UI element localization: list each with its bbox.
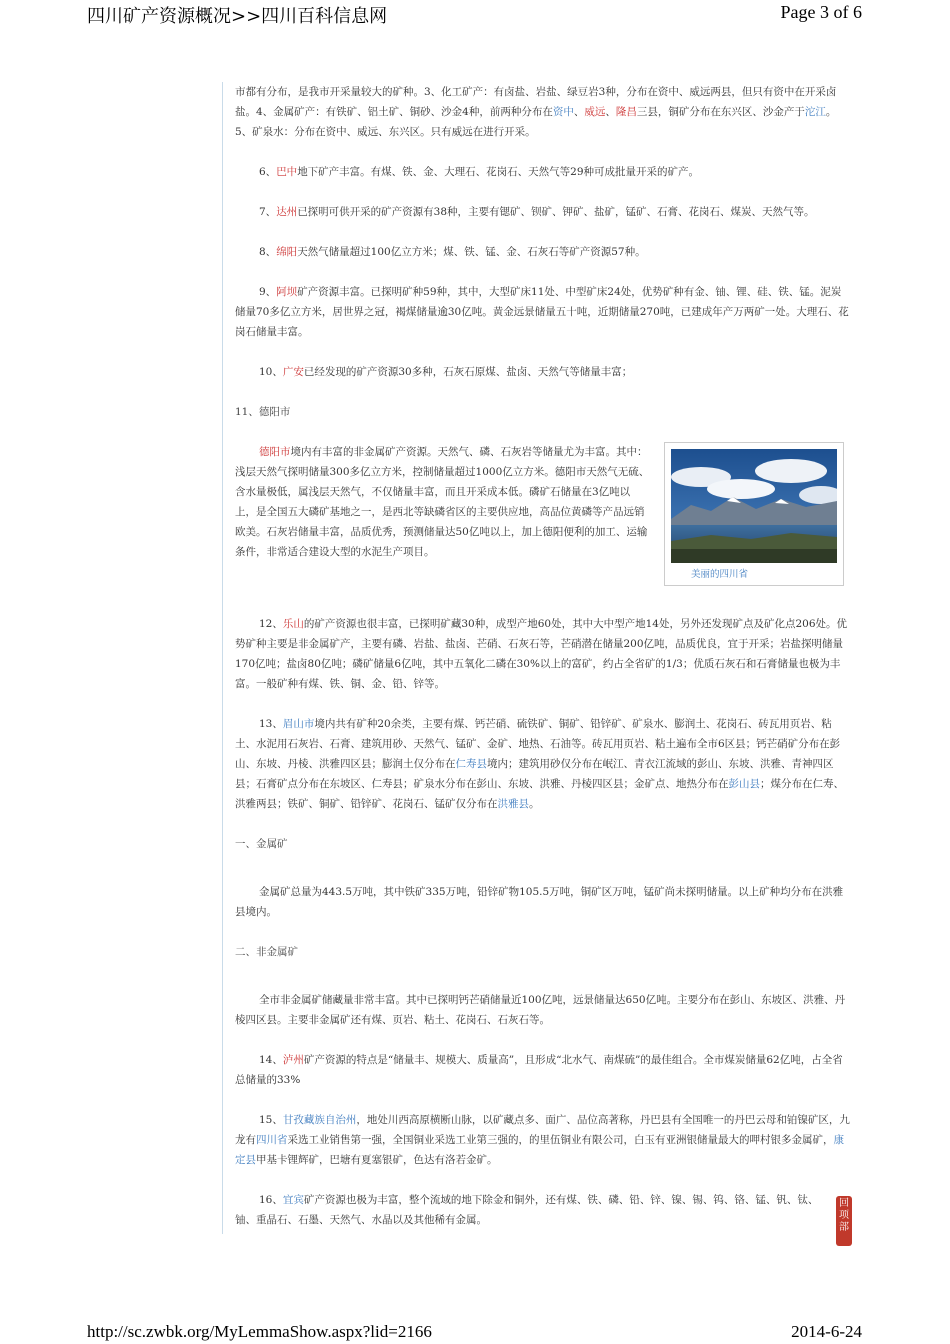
link-sichuan[interactable]: 四川省 (256, 1134, 288, 1146)
link-pengshan[interactable]: 彭山县 (728, 778, 760, 790)
paragraph-first (235, 82, 850, 142)
paragraph-12 (235, 614, 850, 694)
text: ；煤分布在仁寿、洪雅两县；铁矿、铜矿、铅锌矿、花岗石、锰矿仅分布在 (235, 778, 844, 810)
link-meishan[interactable]: 眉山市 (282, 718, 315, 730)
link-yibin[interactable]: 宜宾 (282, 1194, 304, 1206)
text: 金属矿总量为443.5万吨，其中铁矿335万吨，铅锌矿物105.5万吨，铜矿区万吨，锰矿尚未探明储量。以上矿种均分布在洪雅县境内。 (235, 886, 844, 918)
paragraph-9 (235, 282, 850, 342)
link-deyang[interactable]: 德阳市 (259, 446, 291, 458)
text: 境内有丰富的非金属矿产资源。天然气、磷、石灰岩等储量尤为丰富。其中：浅层天然气探明储量300多亿立方米，控制储量超过1000亿立方米。德阳市天然气无硫、含水量极低，属浅层天然气，不仅储量丰富，而且开采成本低。磷矿石储量在3亿吨以上，是全国五大磷矿基地之一，是西北等缺磷省区的主要供应地，高品位黄磷等产品远销欧美。石灰岩储量丰富，品质优秀，预测储量达50亿吨以上，加上德阳便利的加工、运输条件，非常适合建设大型的水泥生产项目。 (235, 446, 650, 558)
text: 一、金属矿 (235, 838, 288, 850)
item-number: 6、 (259, 166, 277, 178)
text: 采选工业销售第一强，全国铜业采选工业第三强的，的里伍铜业有限公司，白玉有亚洲银储量最大的呷村银多金属矿， (287, 1134, 834, 1146)
page-header (0, 0, 950, 30)
item-number: 12、 (259, 618, 283, 630)
text: 。5、矿泉水：分布在资中、威远、东兴区。只有威远在进行开采。 (235, 106, 837, 138)
text: 、 (605, 106, 616, 118)
paragraph-11 (235, 442, 850, 594)
paragraph-16 (235, 1190, 850, 1230)
link-mianyang[interactable]: 绵阳 (276, 246, 298, 258)
link-weiyuan[interactable]: 威远 (584, 106, 606, 118)
text: 市都有分布，是我市开采量较大的矿种。3、化工矿产：有卤盐、岩盐、绿豆岩3种，分布在资中、威远两县，但只有资中在开采卤盐。4、金属矿产：有铁矿、铝土矿、铜砂、沙金4种，前两种分布在 (235, 86, 837, 118)
text: 全市非金属矿储藏量非常丰富。其中已探明钙芒硝储量近100亿吨，远景储量达650亿吨。主要分布在彭山、东坡区、洪雅、丹棱四区县。主要非金属矿还有煤、页岩、粘土、花岗石、石灰石等。 (235, 994, 846, 1026)
link-hongya[interactable]: 洪雅县 (497, 798, 529, 810)
footer-url: http://sc.zwbk.org/MyLemmaShow.aspx?lid=2166 (87, 1322, 432, 1341)
page-number: Page 3 of 6 (780, 2, 862, 22)
text: 已探明可供开采的矿产资源有38种，主要有锶矿、钡矿、钾矿、盐矿，锰矿、石膏、花岗石、煤炭、天然气等。 (297, 206, 815, 218)
text: 境内共有矿种20余类，主要有煤、钙芒硝、硫铁矿、铜矿、铅锌矿、矿泉水、膨润土、花岗石、砖瓦用页岩、粘土、水泥用石灰岩、石膏、建筑用砂、天然气、锰矿、金矿、地热、石油等。砖瓦用页岩、粘土遍布全市6区县；钙芒硝矿分布在彭山、东坡、丹棱、洪雅四区县；膨润土仅分布在 (235, 718, 841, 770)
link-renshou[interactable]: 仁寿县 (455, 758, 487, 770)
text: 二、非金属矿 (235, 946, 298, 958)
text: ，地处川西高原横断山脉，以矿藏点多、面广、品位高著称，丹巴县有全国唯一的丹巴云母和铂镍矿区，九龙有 (235, 1114, 850, 1146)
text: 地下矿产丰富。有煤、铁、金、大理石、花岗石、天然气等29种可成批量开采的矿产。 (297, 166, 700, 178)
text: 11、德阳市 (235, 406, 291, 418)
link-luzhou[interactable]: 泸州 (282, 1054, 304, 1066)
text: 已经发现的矿产资源30多种，石灰石原煤、盐卤、天然气等储量丰富； (303, 366, 633, 378)
paragraph-8 (235, 242, 850, 262)
paragraph-6 (235, 162, 850, 182)
text: 。 (529, 798, 540, 810)
item-number: 10、 (259, 366, 283, 378)
text: 、 (573, 106, 585, 118)
link-longchang[interactable]: 隆昌 (615, 106, 637, 118)
link-dazhou[interactable]: 达州 (276, 206, 298, 218)
text: 境内；建筑用砂仅分布在岷江、青衣江流域的彭山、东坡、洪雅、青神四区县；石膏矿点分布在东坡区、仁寿县；矿泉水分布在彭山、东坡、洪雅、丹棱四区县；金矿点、地热分布在 (235, 758, 834, 790)
footer-date: 2014-6-24 (791, 1322, 862, 1341)
link-bazhong[interactable]: 巴中 (276, 166, 298, 178)
link-ganzi[interactable]: 甘孜藏族自治州 (282, 1114, 357, 1126)
text: 天然气储量超过100亿立方米；煤、铁、锰、金、石灰石等矿产资源57种。 (297, 246, 646, 258)
section-nonmetal (235, 942, 850, 962)
text: 三县，铜矿分布在东兴区、沙金产于 (636, 106, 805, 118)
paragraph-nonmetal (235, 990, 850, 1030)
item-number: 15、 (259, 1114, 283, 1126)
back-to-top-button[interactable] (836, 1196, 852, 1246)
document-title: 四川矿产资源概况>>四川百科信息网 (87, 6, 388, 27)
paragraph-14 (235, 1050, 850, 1090)
landscape-image[interactable] (671, 449, 837, 563)
item-number: 14、 (259, 1054, 283, 1066)
paragraph-13 (235, 714, 850, 814)
paragraph-7 (235, 202, 850, 222)
text: 甲基卡锂辉矿，巴塘有夏塞银矿，色达有洛若金矿。 (256, 1154, 498, 1166)
link-tuojiang[interactable]: 沱江 (804, 106, 826, 118)
text: 矿产资源也极为丰富，整个流域的地下除金和铜外，还有煤、铁、磷、铅、锌、镍、锡、钨、铬、锰、钒、钛、铀、重晶石、石墨、天然气、水晶以及其他稀有金属。 (235, 1194, 819, 1226)
link-zizhong[interactable]: 资中 (552, 106, 574, 118)
link-guangan[interactable]: 广安 (282, 366, 304, 378)
item-number: 9、 (259, 286, 277, 298)
text: 的矿产资源也很丰富，已探明矿藏30种，成型产地60处，其中大中型产地14处，另外还发现矿点及矿化点206处。优势矿种主要是非金属矿产，主要有磷、岩盐、盐卤、芒硝、石灰石等，芒硝潜在储量200亿吨，品质优良，宜于开采；岩盐探明储量170亿吨；盐卤80亿吨；磷矿储量6亿吨，其中五氧化二磷在30%以上的富矿，约占全省矿的1/3；优质石灰石和石膏储量也极为丰富。一般矿种有煤、铁、铜、金、铅、锌等。 (235, 618, 847, 690)
link-leshan[interactable]: 乐山 (282, 618, 304, 630)
item-number: 16、 (259, 1194, 283, 1206)
link-aba[interactable]: 阿坝 (276, 286, 298, 298)
item-number: 13、 (259, 718, 283, 730)
paragraph-10 (235, 362, 850, 382)
text: 矿产资源丰富。已探明矿种59种，其中，大型矿床11处、中型矿床24处，优势矿种有金、铀、锂、硅、铁、锰。泥炭储量70多亿立方米，居世界之冠，褐煤储量逾30亿吨。黄金远景储量五十吨，近期储量270吨，已建成年产万两矿一处。大理石、花岗石储量丰富。 (235, 286, 849, 338)
text: 矿产资源的特点是“储量丰、规模大、质量高”，且形成“北水气、南煤硫”的最佳组合。全市煤炭储量62亿吨，占全省总储量的33% (235, 1054, 843, 1086)
link-kangding[interactable]: 康定县 (235, 1134, 844, 1166)
article-content (222, 82, 850, 1234)
image-caption[interactable]: 美丽的四川省 (691, 569, 749, 580)
section-title-deyang (235, 402, 850, 422)
item-number: 7、 (259, 206, 277, 218)
image-figure (664, 442, 844, 586)
paragraph-15 (235, 1110, 850, 1170)
section-metal (235, 834, 850, 854)
item-number: 8、 (259, 246, 277, 258)
back-to-top-label: 回项部 (839, 1198, 849, 1233)
paragraph-metal (235, 882, 850, 922)
